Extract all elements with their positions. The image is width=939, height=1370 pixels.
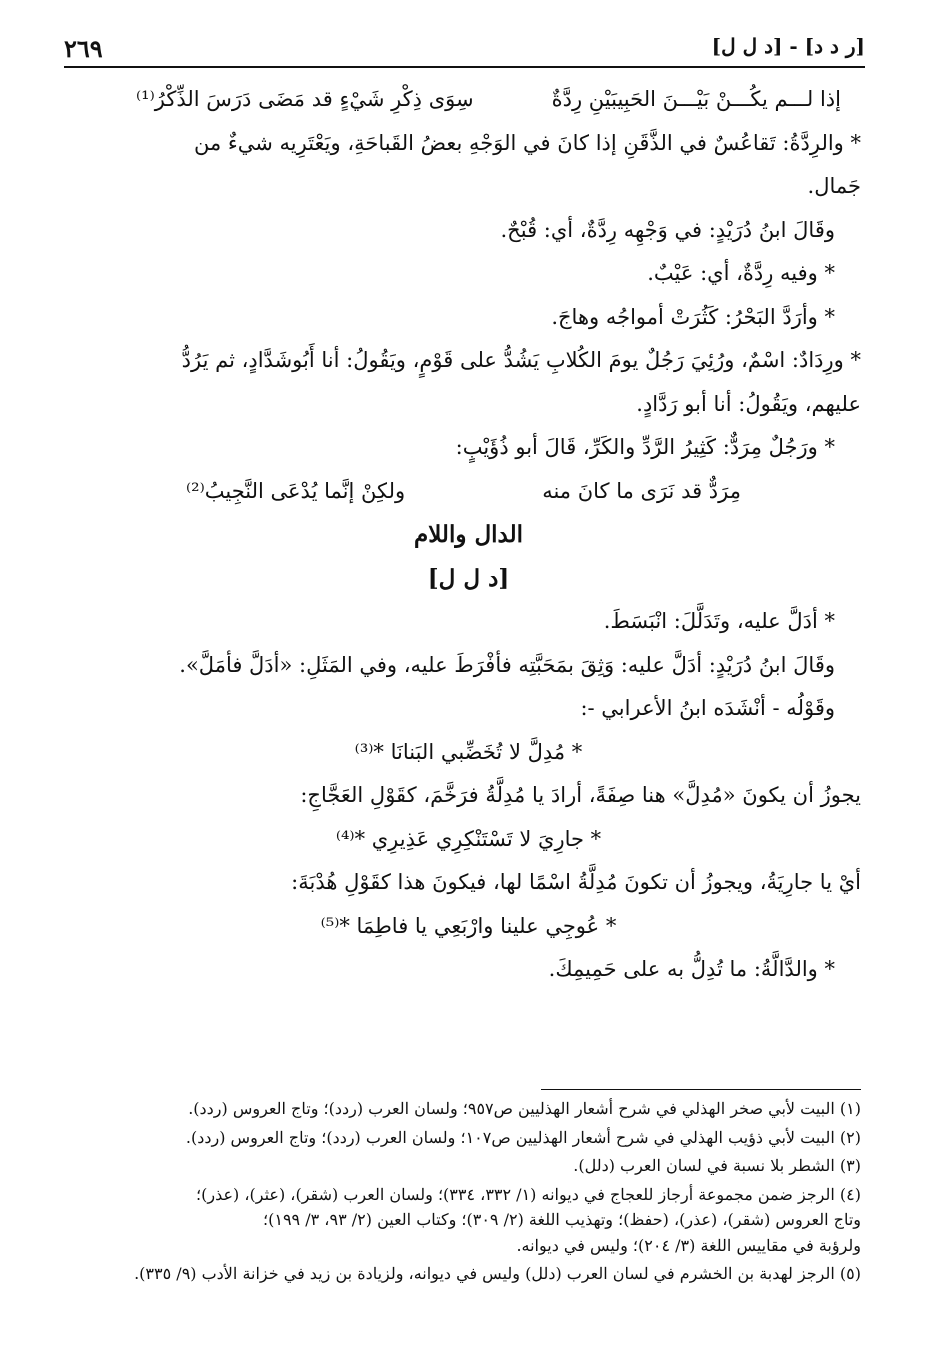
paragraph-line: يجوزُ أن يكونَ «مُدِلَّ» هنا صِفَةً، أرادَ يا مُدِلَّةُ فرَخَّمَ، كقَوْلِ العَجَّاجِ: (300, 783, 861, 807)
paragraph-line: عليهم، ويَقُولُ: أنا أبو رَدَّادٍ. (636, 391, 861, 416)
paragraph-line: * ورَجُلٌ مِرَدٌّ: كَثِيرُ الرَّدِّ والكَرِّ، قَالَ أبو ذُؤَيْبٍ: (455, 435, 835, 459)
paragraph-line: * والدَّالَّةُ: ما تُدِلُّ به على حَمِيمِكَ. (548, 957, 835, 981)
quoted-verse: * عُوجِي علينا وارْبَعِي يا فاطِمَا *⁽⁵⁾ (320, 913, 617, 938)
paragraph-line: * والرِدَّةُ: تَقاعُسٌ في الذَّقَنِ إذا كانَ في الوَجْهِ بعضُ القَباحَةِ، ويَعْتَرِيه شيءٌ من (193, 130, 861, 155)
running-title: [ر د د] - [د ل ل] (711, 34, 865, 58)
verse-1 (76, 78, 861, 122)
quoted-verse: * مُدِلَّ لا تُخَضِّبي البَنانَا *⁽³⁾ (354, 739, 583, 764)
footnote-4-cont: ولرؤبة في مقاييس اللغة (٣/ ٢٠٤)؛ وليس في ديوانه. (516, 1235, 861, 1255)
verse-2 (76, 470, 861, 514)
footnote-4-cont: وتاج العروس (شقر)، (عذر)، (حفظ)؛ وتهذيب اللغة (٢/ ٣٠٩)؛ وكتاب العين (٢/ ٩٣، ٣/ ١٩٩)؛ (263, 1210, 861, 1229)
main-text (76, 78, 861, 992)
page-number: ٢٦٩ (64, 34, 103, 63)
verse-1-first-hemistich: إذا لـــم يكُـــنْ بَيْـــنَ الحَبِيبَيْنِ رِدَّةٌ (551, 87, 841, 111)
footnote-rule (541, 1089, 861, 1090)
footnote-3: (٣) الشطر بلا نسبة في لسان العرب (دلل). (573, 1156, 861, 1175)
quoted-verse: * جارِيَ لا تَسْتَنْكِرِي عَذِيرِي *⁽⁴⁾ (335, 826, 602, 851)
paragraph-line: وقَالَ ابنُ دُرَيْدٍ: في وَجْهِه رِدَّةٌ، أي: قُبْحٌ. (500, 217, 835, 242)
footnote-2: (٢) البيت لأبي ذؤيب الهذلي في شرح أشعار الهذليين ص١٠٧؛ ولسان العرب (ردد)؛ وتاج العروس (ردد). (185, 1127, 861, 1147)
verse-2-second-hemistich: ولكِنْ إنَّما يُدْعَى النَّجِيبُ⁽²⁾ (186, 478, 406, 503)
verse-1-second-hemistich: سِوَى ذِكْرِ شَيْءٍ قد مَضَى دَرَسَ الذِّكْرُ⁽¹⁾ (136, 87, 474, 111)
root-heading: [د ل ل] (427, 564, 510, 592)
paragraph-line: أيْ يا جارِيَةُ، ويجوزُ أن تكونَ مُدِلَّةُ اسْمًا لها، فيكونَ هذا كقَوْلِ هُدْبَةَ: (291, 870, 861, 894)
section-heading: الدال واللام (413, 521, 524, 548)
footnotes (80, 1096, 861, 1287)
paragraph-line: وقَوْلُه - أنْشَدَه ابنُ الأعرابي -: (580, 696, 835, 720)
paragraph-line: * وفيه رِدَّةٌ، أي: عَيْبٌ. (647, 261, 835, 285)
header-rule (64, 66, 865, 68)
footnote-4: (٤) الرجز ضمن مجموعة أرجاز للعجاج في ديوانه (١/ ٣٣٢، ٣٣٤)؛ ولسان العرب (شقر)، (عثر)، (عذر)؛ (196, 1184, 861, 1204)
paragraph-line: * وأرَدَّ البَحْرُ: كَثُرَتْ أمواجُه وهاجَ. (551, 304, 835, 329)
footnote-5: (٥) الرجز لهدبة بن الخشرم في لسان العرب (دلل) وليس في ديوانه، ولزيادة بن زيد في خزانة الأدب (٩/ ٣٣٥). (134, 1264, 861, 1283)
footnote-1: (١) البيت لأبي صخر الهذلي في شرح أشعار الهذليين ص٩٥٧؛ ولسان العرب (ردد)؛ وتاج العروس (ردد). (188, 1099, 861, 1118)
paragraph-line: * أدَلَّ عليه، وتَدَلَّلَ: انْبَسَطَ. (603, 609, 835, 633)
verse-2-first-hemistich: مِرَدٌّ قد نَرَى ما كانَ منه (542, 478, 741, 503)
paragraph-line: وقَالَ ابنُ دُرَيْدٍ: أدَلَّ عليه: وَثِقَ بمَحَبَّتِه فأفْرَطَ عليه، وفي المَثَلِ: «أدَلَّ فأمَلَّ». (179, 652, 835, 677)
paragraph-line: * ورِدَادٌ: اسْمٌ، ورُئِيَ رَجُلٌ يومَ الكُلابِ يَشُدُّ على قَوْمٍ، ويَقُولُ: أنا أَبُوشَدَّادٍ، ثم يَرُدُّ (181, 348, 861, 372)
paragraph-line: جَمال. (807, 174, 861, 198)
